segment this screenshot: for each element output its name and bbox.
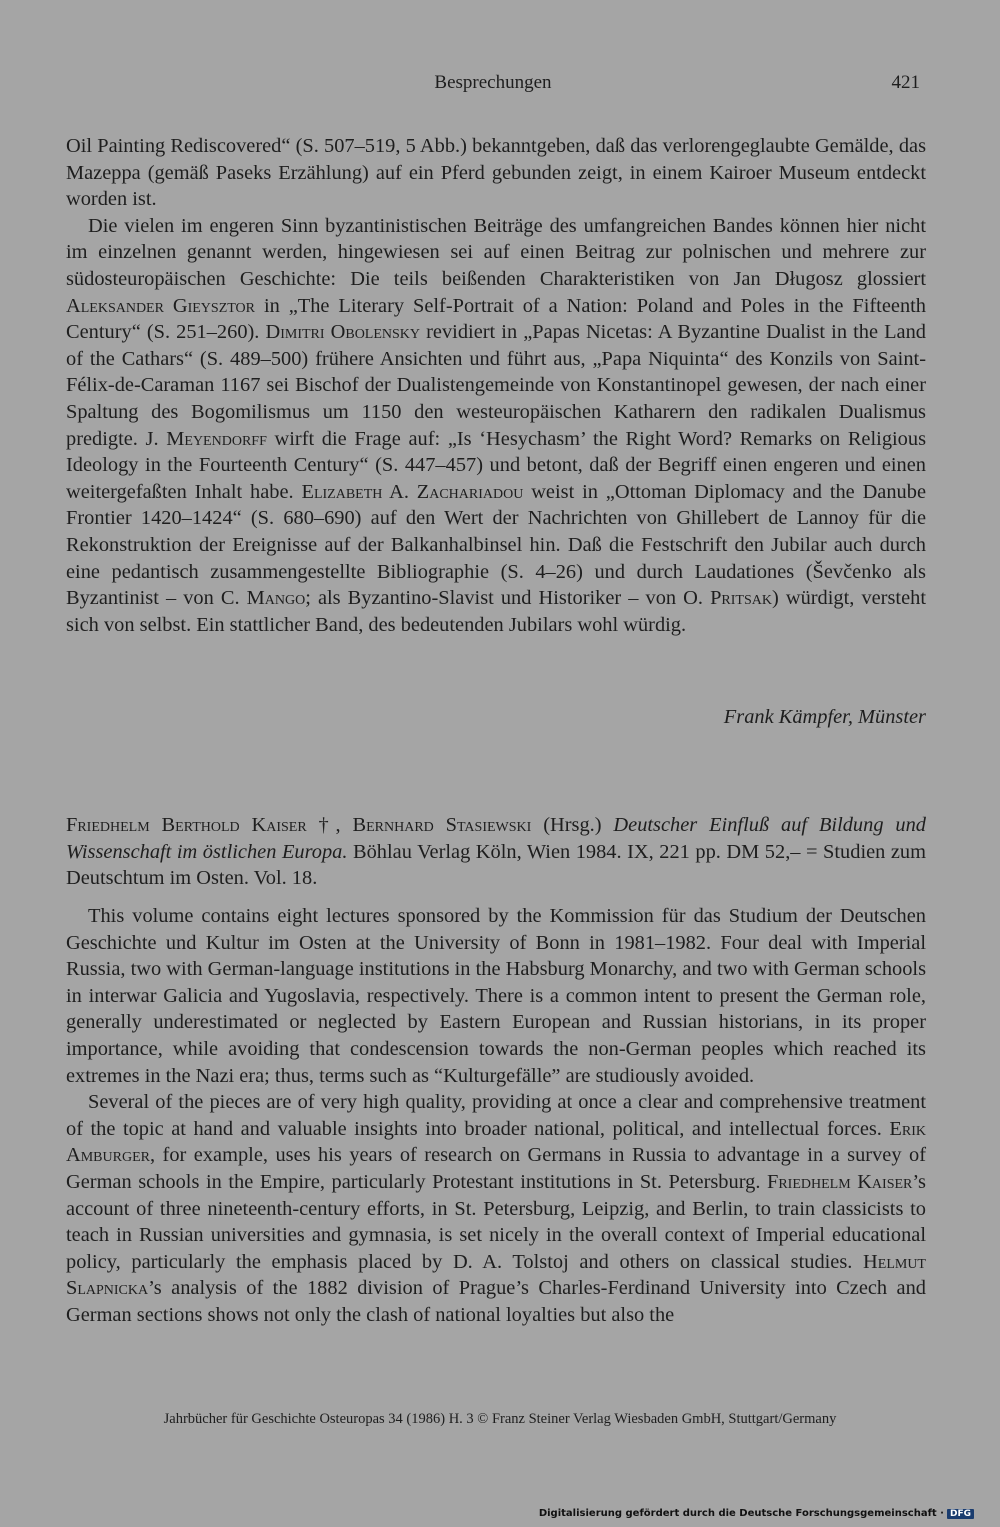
author-name: Dimitri Obolensky (265, 321, 421, 344)
author-name: Pritsak (710, 587, 772, 610)
text-run: Die vielen im engeren Sinn byzantinistischen Beiträge des umfangreichen Bandes können hier nicht im einzelnen genannt werden, hingewiesen sei auf einen Beitrag zur polnischen und mehrere zur südosteuropäischen Geschichte: Die teils beißenden Charakteristiken von Jan Długosz glossiert (66, 214, 926, 290)
publication-info: Böhlau Verlag Köln, Wien 1984. IX, 221 pp. DM 52,– = Studien zum Deutschtum im Osten. Vol. 18. (66, 840, 926, 890)
review1-paragraph-2 (66, 213, 926, 639)
author-name: Aleksander Gieysztor (66, 294, 256, 317)
author-name: Friedhelm Kaiser (766, 1170, 913, 1193)
running-title: Besprechungen (434, 72, 552, 93)
text-run: in „The Literary Self-Portrait of a Nation: Poland and Poles in the Fifteenth Century“ (S. 251–260). (66, 294, 926, 344)
book-title: Deutscher Einfluß auf Bildung und Wissenschaft im östlichen Europa. (66, 814, 926, 863)
dfg-logo-icon: DFG (947, 1509, 974, 1519)
credit-text: Digitalisierung gefördert durch die Deutsche Forschungsgemeinschaft · (538, 1508, 944, 1519)
author-name: Mango (246, 587, 306, 610)
text-run: ; als Byzantino-Slavist und Historiker – von O. (305, 587, 711, 610)
review2-body (66, 903, 926, 1329)
text-run: , for example, uses his years of research on Germans in Russia to advantage in a survey of German schools in the Empire, particularly Protestant institutions in St. Petersburg. (66, 1144, 926, 1193)
digitization-credit (539, 1508, 974, 1519)
text-run: ) würdigt, versteht sich von selbst. Ein stattlicher Band, des bedeutenden Jubilars wohl würdig. (66, 587, 926, 636)
text-run: ’s analysis of the 1882 division of Prague’s Charles-Ferdinand University into Czech and German sections shows not only the clash of national loyalties but also the (66, 1277, 926, 1326)
editors: Friedhelm Berthold Kaiser †, Bernhard Stasiewski (66, 814, 532, 836)
text-run: weist in „Ottoman Diplomacy and the Danube Frontier 1420–1424“ (S. 680–690) auf den Wert der Nachrichten von Ghillebert de Lannoy für die Rekonstruktion der Ereignisse auf der Balkanhalbinsel hin. Daß die Festschrift den Jubilar auch durch eine pedantisch zusammengestellte Bibliographie (S. 4–26) und durch Laudationes (Ševčenko als Byzantinist – von C. (66, 480, 926, 610)
author-name: Erik Amburger (66, 1117, 926, 1167)
text-run: wirft die Frage auf: „Is ‘Hesychasm’ the Right Word? Remarks on Religious Ideology in the Fourteenth Century“ (S. 447–457) und betont, daß der Begriff einen engeren und einen weitergefaßten Inhalt habe. (66, 427, 927, 503)
author-name: Helmut Slapnicka (66, 1250, 926, 1300)
review2-citation (66, 812, 926, 892)
review1-body (66, 133, 926, 638)
text-run: revidiert in „Papas Nicetas: A Byzantine Dualist in the Land of the Cathars“ (S. 489–500) frühere Ansichten und führt aus, „Papa Niquinta“ des Konzils von Saint-Félix-de-Caraman 1167 sei Bischof der Dualistengemeinde von Konstantinopel gewesen, der nach einer Spaltung des Bogomilismus um 1150 den westeuropäischen Katharern den radikalen Dualismus predigte. J. (66, 321, 927, 450)
journal-footer: Jahrbücher für Geschichte Osteuropas 34 (1986) H. 3 © Franz Steiner Verlag Wiesbaden GmbH, Stuttgart/Germany (163, 1411, 837, 1427)
author-name: Elizabeth A. Zachariadou (301, 480, 524, 503)
hrsg-label: (Hrsg.) (531, 814, 614, 836)
review2-paragraph-2 (66, 1089, 926, 1328)
review1-paragraph-1: Oil Painting Rediscovered“ (S. 507–519, 5 Abb.) bekanntgeben, daß das verlorengeglaubte Gemälde, das Mazeppa (gemäß Paseks Erzählung) auf ein Pferd gebunden zeigt, in einem Kairoer Museum entdeckt worden ist. (66, 135, 926, 211)
text-run: Several of the pieces are of very high quality, providing at once a clear and comprehensive treatment of the topic at hand and valuable insights into broader national, political, and intellectual forces. (66, 1091, 926, 1140)
running-head (66, 72, 920, 98)
text-run: ’s account of three nineteenth-century efforts, in St. Petersburg, Leipzig, and Berlin, to train classicists to teach in Russian universities and gymnasia, is set nicely in the overall context of Imperial educational policy, particularly the emphasis placed by D. A. Tolstoj and others on classical studies. (66, 1170, 926, 1273)
page-number: 421 (891, 72, 920, 93)
reviewer-signature: Frank Kämpfer, Münster (723, 706, 926, 728)
author-name: Meyendorff (166, 427, 267, 450)
review2-paragraph-1: This volume contains eight lectures sponsored by the Kommission für das Studium der Deutschen Geschichte und Kultur im Osten at the University of Bonn in 1981–1982. Four deal with Imperial Russia, two with German-language institutions in the Habsburg Monarchy, and two with German schools in interwar Galicia and Yugoslavia, respectively. There is a common intent to present the German role, generally underestimated or neglected by Eastern European and Russian historians, in its proper importance, while avoiding that condescension towards the non-German peoples which reached its extremes in the Nazi era; thus, terms such as “Kulturgefälle” are studiously avoided. (66, 905, 926, 1087)
